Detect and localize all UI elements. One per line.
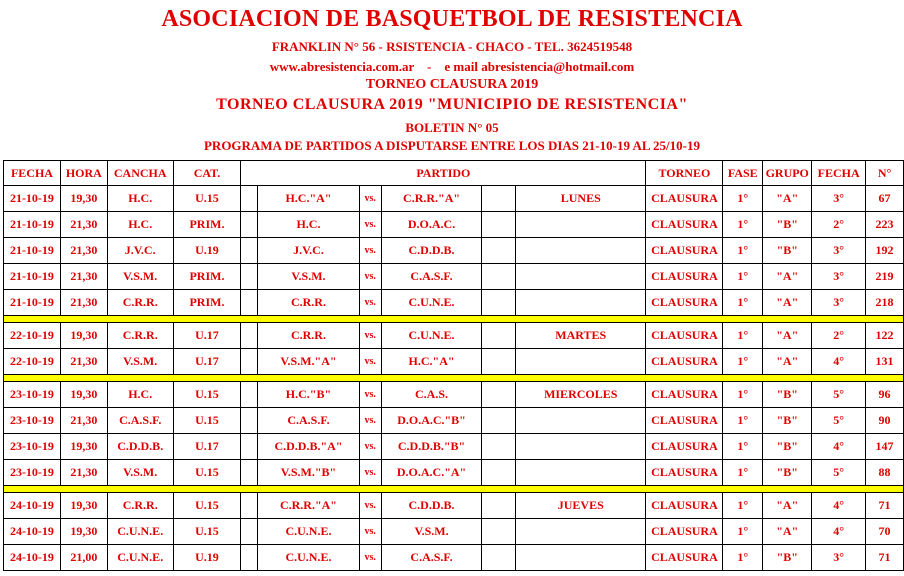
cell-time: 21,00 bbox=[60, 545, 107, 571]
cell-grupo: "B" bbox=[763, 434, 812, 460]
cell-away-team: C.D.D.B. bbox=[381, 238, 482, 264]
table-row bbox=[4, 519, 904, 545]
cell-vs: vs. bbox=[359, 264, 381, 290]
cell-category: U.19 bbox=[173, 238, 241, 264]
cell-category: U.17 bbox=[173, 323, 241, 349]
cell-court: C.U.N.E. bbox=[107, 519, 173, 545]
tournament-line: TORNEO CLAUSURA 2019 bbox=[365, 77, 539, 92]
cell-away-team: H.C."A" bbox=[381, 349, 482, 375]
cell-torneo: CLAUSURA bbox=[646, 408, 723, 434]
cell-fase: 1° bbox=[723, 238, 763, 264]
cell-fecha-num: 4° bbox=[812, 349, 866, 375]
cell-date: 21-10-19 bbox=[4, 186, 61, 212]
cell-fecha-num: 4° bbox=[812, 519, 866, 545]
cell-spacer bbox=[482, 212, 516, 238]
cell-spacer bbox=[241, 212, 258, 238]
cell-time: 19,30 bbox=[60, 382, 107, 408]
cell-court: C.U.N.E. bbox=[107, 545, 173, 571]
cell-spacer bbox=[482, 349, 516, 375]
col-header-fecha-num: FECHA bbox=[812, 161, 866, 186]
cell-home-team: V.S.M. bbox=[258, 264, 360, 290]
col-header-torneo: TORNEO bbox=[646, 161, 723, 186]
cell-day bbox=[516, 545, 646, 571]
separator-bar bbox=[4, 486, 904, 493]
cell-day bbox=[516, 434, 646, 460]
cell-match-number: 70 bbox=[866, 519, 904, 545]
group-separator bbox=[4, 486, 904, 493]
contact-line: www.abresistencia.com.ar - e mail abresistencia@hotmail.com bbox=[269, 59, 635, 74]
cell-fecha-num: 3° bbox=[812, 290, 866, 316]
cell-vs: vs. bbox=[359, 238, 381, 264]
cell-vs: vs. bbox=[359, 408, 381, 434]
cell-grupo: "B" bbox=[763, 212, 812, 238]
cell-home-team: C.U.N.E. bbox=[258, 519, 360, 545]
table-row bbox=[4, 493, 904, 519]
col-header-partido: PARTIDO bbox=[241, 161, 646, 186]
cell-day bbox=[516, 460, 646, 486]
cell-vs: vs. bbox=[359, 519, 381, 545]
cell-grupo: "B" bbox=[763, 408, 812, 434]
cell-match-number: 192 bbox=[866, 238, 904, 264]
cell-fase: 1° bbox=[723, 186, 763, 212]
schedule-table bbox=[3, 160, 904, 571]
cell-category: PRIM. bbox=[173, 212, 241, 238]
cell-home-team: C.U.N.E. bbox=[258, 545, 360, 571]
table-header-row bbox=[4, 161, 904, 186]
cell-torneo: CLAUSURA bbox=[646, 290, 723, 316]
bulletin-number: BOLETIN N° 05 bbox=[405, 120, 499, 135]
cell-day bbox=[516, 238, 646, 264]
schedule-body bbox=[4, 186, 904, 571]
cell-match-number: 96 bbox=[866, 382, 904, 408]
cell-spacer bbox=[482, 186, 516, 212]
cell-home-team: V.S.M."B" bbox=[258, 460, 360, 486]
table-row bbox=[4, 545, 904, 571]
cell-category: U.15 bbox=[173, 460, 241, 486]
cell-time: 19,30 bbox=[60, 186, 107, 212]
cell-home-team: C.R.R. bbox=[258, 290, 360, 316]
cell-torneo: CLAUSURA bbox=[646, 434, 723, 460]
cell-date: 24-10-19 bbox=[4, 493, 61, 519]
cell-date: 21-10-19 bbox=[4, 212, 61, 238]
cell-torneo: CLAUSURA bbox=[646, 264, 723, 290]
cell-fase: 1° bbox=[723, 212, 763, 238]
cell-fase: 1° bbox=[723, 264, 763, 290]
cell-grupo: "B" bbox=[763, 238, 812, 264]
cell-grupo: "A" bbox=[763, 323, 812, 349]
cell-category: U.15 bbox=[173, 493, 241, 519]
cell-time: 19,30 bbox=[60, 493, 107, 519]
table-row bbox=[4, 238, 904, 264]
cell-fecha-num: 4° bbox=[812, 493, 866, 519]
col-header-fase: FASE bbox=[723, 161, 763, 186]
cell-spacer bbox=[241, 434, 258, 460]
cell-fase: 1° bbox=[723, 434, 763, 460]
cell-vs: vs. bbox=[359, 186, 381, 212]
col-header-grupo: GRUPO bbox=[763, 161, 812, 186]
table-row bbox=[4, 290, 904, 316]
cell-spacer bbox=[482, 519, 516, 545]
cell-grupo: "A" bbox=[763, 186, 812, 212]
cell-vs: vs. bbox=[359, 212, 381, 238]
cell-spacer bbox=[482, 290, 516, 316]
cell-home-team: C.A.S.F. bbox=[258, 408, 360, 434]
program-description: PROGRAMA DE PARTIDOS A DISPUTARSE ENTRE LOS DIAS 21-10-19 AL 25/10-19 bbox=[203, 138, 701, 153]
cell-home-team: C.R.R."A" bbox=[258, 493, 360, 519]
cell-spacer bbox=[482, 493, 516, 519]
cell-torneo: CLAUSURA bbox=[646, 212, 723, 238]
cell-away-team: C.U.N.E. bbox=[381, 290, 482, 316]
separator-bar bbox=[4, 316, 904, 323]
cell-court: C.R.R. bbox=[107, 290, 173, 316]
cell-date: 23-10-19 bbox=[4, 408, 61, 434]
table-row bbox=[4, 212, 904, 238]
cell-match-number: 71 bbox=[866, 545, 904, 571]
cell-spacer bbox=[241, 408, 258, 434]
cell-day bbox=[516, 408, 646, 434]
table-row bbox=[4, 460, 904, 486]
cell-match-number: 90 bbox=[866, 408, 904, 434]
cell-grupo: "B" bbox=[763, 460, 812, 486]
cell-vs: vs. bbox=[359, 493, 381, 519]
table-row bbox=[4, 264, 904, 290]
table-row bbox=[4, 382, 904, 408]
cell-spacer bbox=[482, 238, 516, 264]
page-title: ASOCIACION DE BASQUETBOL DE RESISTENCIA bbox=[161, 6, 743, 32]
cell-time: 21,30 bbox=[60, 460, 107, 486]
address-line: FRANKLIN N° 56 - RSISTENCIA - CHACO - TEL. 3624519548 bbox=[271, 39, 633, 54]
cell-court: V.S.M. bbox=[107, 460, 173, 486]
cell-fecha-num: 3° bbox=[812, 186, 866, 212]
cell-match-number: 218 bbox=[866, 290, 904, 316]
cell-fecha-num: 5° bbox=[812, 408, 866, 434]
cell-time: 21,30 bbox=[60, 264, 107, 290]
cell-spacer bbox=[482, 460, 516, 486]
cell-spacer bbox=[482, 382, 516, 408]
group-separator bbox=[4, 375, 904, 382]
col-header-hora: HORA bbox=[60, 161, 107, 186]
table-row bbox=[4, 323, 904, 349]
cell-home-team: H.C."B" bbox=[258, 382, 360, 408]
cell-spacer bbox=[241, 349, 258, 375]
cell-match-number: 223 bbox=[866, 212, 904, 238]
cell-date: 23-10-19 bbox=[4, 434, 61, 460]
cell-spacer bbox=[241, 290, 258, 316]
cell-torneo: CLAUSURA bbox=[646, 519, 723, 545]
cell-away-team: C.A.S.F. bbox=[381, 264, 482, 290]
cell-fase: 1° bbox=[723, 519, 763, 545]
cell-time: 21,30 bbox=[60, 238, 107, 264]
cell-fecha-num: 2° bbox=[812, 323, 866, 349]
cell-fase: 1° bbox=[723, 408, 763, 434]
table-row bbox=[4, 349, 904, 375]
cell-category: U.17 bbox=[173, 434, 241, 460]
separator-bar bbox=[4, 375, 904, 382]
cell-away-team: D.O.A.C."B" bbox=[381, 408, 482, 434]
cell-day: MARTES bbox=[516, 323, 646, 349]
cell-vs: vs. bbox=[359, 460, 381, 486]
cell-torneo: CLAUSURA bbox=[646, 460, 723, 486]
cell-court: H.C. bbox=[107, 186, 173, 212]
cell-category: PRIM. bbox=[173, 290, 241, 316]
cell-time: 21,30 bbox=[60, 408, 107, 434]
table-row bbox=[4, 408, 904, 434]
cell-fecha-num: 3° bbox=[812, 545, 866, 571]
cell-date: 21-10-19 bbox=[4, 264, 61, 290]
cell-spacer bbox=[241, 519, 258, 545]
cell-category: U.17 bbox=[173, 349, 241, 375]
cell-spacer bbox=[241, 264, 258, 290]
cell-fase: 1° bbox=[723, 323, 763, 349]
cell-home-team: H.C."A" bbox=[258, 186, 360, 212]
cell-match-number: 122 bbox=[866, 323, 904, 349]
cell-spacer bbox=[482, 323, 516, 349]
cell-court: C.R.R. bbox=[107, 493, 173, 519]
cell-date: 24-10-19 bbox=[4, 545, 61, 571]
cell-date: 21-10-19 bbox=[4, 238, 61, 264]
cell-spacer bbox=[241, 238, 258, 264]
cell-away-team: C.R.R."A" bbox=[381, 186, 482, 212]
cell-torneo: CLAUSURA bbox=[646, 323, 723, 349]
col-header-cancha: CANCHA bbox=[107, 161, 173, 186]
cell-fecha-num: 4° bbox=[812, 434, 866, 460]
cell-date: 21-10-19 bbox=[4, 290, 61, 316]
cell-spacer bbox=[241, 460, 258, 486]
cell-category: U.19 bbox=[173, 545, 241, 571]
cell-spacer bbox=[241, 323, 258, 349]
cell-vs: vs. bbox=[359, 290, 381, 316]
cell-fase: 1° bbox=[723, 349, 763, 375]
cell-day bbox=[516, 519, 646, 545]
cell-court: C.A.S.F. bbox=[107, 408, 173, 434]
cell-fecha-num: 3° bbox=[812, 238, 866, 264]
cell-court: C.D.D.B. bbox=[107, 434, 173, 460]
col-header-cat: CAT. bbox=[173, 161, 241, 186]
cell-day bbox=[516, 264, 646, 290]
cell-fecha-num: 3° bbox=[812, 264, 866, 290]
cell-grupo: "A" bbox=[763, 290, 812, 316]
cell-fase: 1° bbox=[723, 545, 763, 571]
cell-fecha-num: 2° bbox=[812, 212, 866, 238]
col-header-num: N° bbox=[866, 161, 904, 186]
cell-grupo: "A" bbox=[763, 264, 812, 290]
cell-court: C.R.R. bbox=[107, 323, 173, 349]
cell-grupo: "A" bbox=[763, 519, 812, 545]
cell-category: U.15 bbox=[173, 382, 241, 408]
cell-fase: 1° bbox=[723, 290, 763, 316]
cell-away-team: D.O.A.C. bbox=[381, 212, 482, 238]
cell-vs: vs. bbox=[359, 323, 381, 349]
cell-date: 24-10-19 bbox=[4, 519, 61, 545]
cell-match-number: 147 bbox=[866, 434, 904, 460]
cell-day: MIERCOLES bbox=[516, 382, 646, 408]
cell-grupo: "A" bbox=[763, 493, 812, 519]
cell-match-number: 131 bbox=[866, 349, 904, 375]
cell-fecha-num: 5° bbox=[812, 460, 866, 486]
cell-torneo: CLAUSURA bbox=[646, 186, 723, 212]
cell-time: 21,30 bbox=[60, 290, 107, 316]
cell-match-number: 71 bbox=[866, 493, 904, 519]
cell-day: JUEVES bbox=[516, 493, 646, 519]
col-header-fecha: FECHA bbox=[4, 161, 61, 186]
cell-torneo: CLAUSURA bbox=[646, 493, 723, 519]
cell-time: 19,30 bbox=[60, 323, 107, 349]
cell-home-team: H.C. bbox=[258, 212, 360, 238]
cell-time: 21,30 bbox=[60, 349, 107, 375]
cell-home-team: C.D.D.B."A" bbox=[258, 434, 360, 460]
cell-home-team: C.R.R. bbox=[258, 323, 360, 349]
cell-fecha-num: 5° bbox=[812, 382, 866, 408]
cell-court: J.V.C. bbox=[107, 238, 173, 264]
cell-torneo: CLAUSURA bbox=[646, 382, 723, 408]
cell-court: H.C. bbox=[107, 212, 173, 238]
cell-fase: 1° bbox=[723, 493, 763, 519]
cell-away-team: C.U.N.E. bbox=[381, 323, 482, 349]
cell-time: 19,30 bbox=[60, 434, 107, 460]
cell-away-team: V.S.M. bbox=[381, 519, 482, 545]
cell-date: 22-10-19 bbox=[4, 323, 61, 349]
cell-spacer bbox=[482, 434, 516, 460]
cell-away-team: C.A.S.F. bbox=[381, 545, 482, 571]
cell-time: 21,30 bbox=[60, 212, 107, 238]
cell-home-team: V.S.M."A" bbox=[258, 349, 360, 375]
cell-away-team: C.D.D.B."B" bbox=[381, 434, 482, 460]
cell-category: PRIM. bbox=[173, 264, 241, 290]
cell-time: 19,30 bbox=[60, 519, 107, 545]
cell-spacer bbox=[241, 382, 258, 408]
cell-vs: vs. bbox=[359, 434, 381, 460]
cell-date: 22-10-19 bbox=[4, 349, 61, 375]
cell-vs: vs. bbox=[359, 545, 381, 571]
cell-match-number: 88 bbox=[866, 460, 904, 486]
cell-vs: vs. bbox=[359, 382, 381, 408]
cell-away-team: C.D.D.B. bbox=[381, 493, 482, 519]
cell-grupo: "B" bbox=[763, 545, 812, 571]
cell-court: V.S.M. bbox=[107, 264, 173, 290]
cell-spacer bbox=[482, 264, 516, 290]
cell-day bbox=[516, 349, 646, 375]
tournament-full-title: TORNEO CLAUSURA 2019 "MUNICIPIO DE RESISTENCIA" bbox=[216, 96, 688, 113]
cell-away-team: D.O.A.C."A" bbox=[381, 460, 482, 486]
cell-court: H.C. bbox=[107, 382, 173, 408]
cell-torneo: CLAUSURA bbox=[646, 545, 723, 571]
cell-match-number: 67 bbox=[866, 186, 904, 212]
table-row bbox=[4, 434, 904, 460]
cell-grupo: "A" bbox=[763, 349, 812, 375]
cell-date: 23-10-19 bbox=[4, 382, 61, 408]
cell-spacer bbox=[482, 545, 516, 571]
cell-day bbox=[516, 290, 646, 316]
cell-match-number: 219 bbox=[866, 264, 904, 290]
cell-vs: vs. bbox=[359, 349, 381, 375]
cell-home-team: J.V.C. bbox=[258, 238, 360, 264]
cell-spacer bbox=[241, 545, 258, 571]
cell-date: 23-10-19 bbox=[4, 460, 61, 486]
cell-torneo: CLAUSURA bbox=[646, 238, 723, 264]
cell-away-team: C.A.S. bbox=[381, 382, 482, 408]
cell-category: U.15 bbox=[173, 408, 241, 434]
group-separator bbox=[4, 316, 904, 323]
cell-day bbox=[516, 212, 646, 238]
cell-torneo: CLAUSURA bbox=[646, 349, 723, 375]
table-row bbox=[4, 186, 904, 212]
cell-fase: 1° bbox=[723, 382, 763, 408]
cell-category: U.15 bbox=[173, 519, 241, 545]
cell-grupo: "B" bbox=[763, 382, 812, 408]
cell-spacer bbox=[241, 493, 258, 519]
cell-day: LUNES bbox=[516, 186, 646, 212]
cell-spacer bbox=[241, 186, 258, 212]
cell-spacer bbox=[482, 408, 516, 434]
cell-category: U.15 bbox=[173, 186, 241, 212]
cell-court: V.S.M. bbox=[107, 349, 173, 375]
cell-fase: 1° bbox=[723, 460, 763, 486]
